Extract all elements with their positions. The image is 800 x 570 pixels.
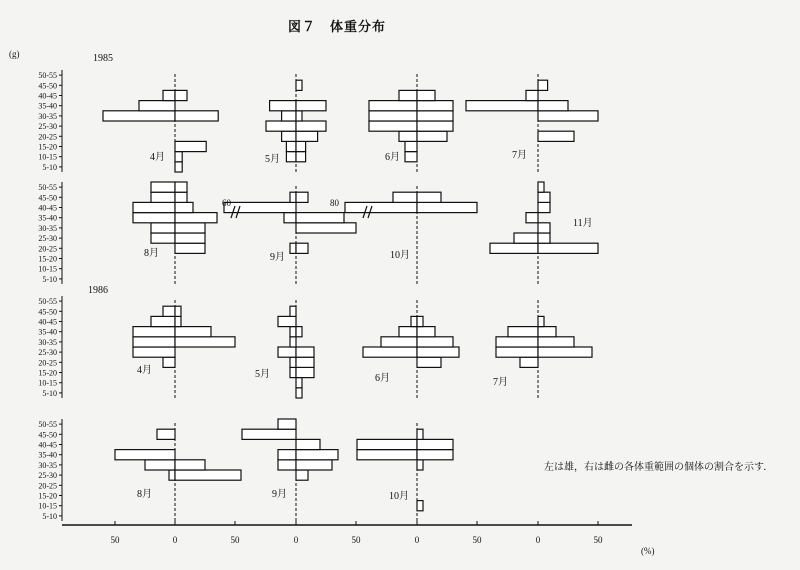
- bar-female: [538, 223, 550, 233]
- bar-male: [290, 367, 296, 377]
- y-tick-label: 35-40: [38, 101, 57, 111]
- bar-male: [133, 347, 175, 357]
- bar-female: [296, 192, 308, 202]
- y-tick-label: 50-55: [38, 297, 57, 307]
- bar-female: [296, 460, 332, 470]
- bar-male: [133, 337, 175, 347]
- bar-female: [296, 367, 314, 377]
- bar-male: [399, 327, 417, 337]
- y-tick-label: 25-30: [38, 122, 57, 132]
- y-axis-unit: (g): [9, 49, 20, 59]
- bar-female: [296, 121, 326, 131]
- month-label: 9月: [270, 252, 285, 263]
- bar-female: [175, 306, 181, 316]
- y-tick-label: 15-20: [38, 491, 57, 501]
- x-tick-label: 50: [351, 535, 361, 545]
- bar-female: [296, 357, 314, 367]
- bar-male: [115, 450, 175, 460]
- bar-male: [290, 306, 296, 316]
- y-tick-label: 5-10: [42, 274, 57, 284]
- bar-female: [538, 337, 574, 347]
- y-tick-label: 30-35: [38, 223, 57, 233]
- y-tick-label: 35-40: [38, 213, 57, 223]
- annotation-60: 60: [222, 198, 231, 208]
- bar-male: [357, 450, 417, 460]
- bar-male: [526, 90, 538, 100]
- y-tick-label: 45-50: [38, 193, 57, 203]
- bar-male: [282, 111, 296, 121]
- bar-female: [175, 243, 205, 253]
- y-tick-label: 30-35: [38, 111, 57, 121]
- bar-male: [399, 90, 417, 100]
- x-tick-label: 0: [172, 535, 178, 545]
- bar-female: [538, 202, 550, 212]
- y-tick-label: 10-15: [38, 264, 57, 274]
- bar-male: [163, 357, 175, 367]
- y-tick-label: 45-50: [38, 81, 57, 91]
- bar-male: [466, 101, 538, 111]
- y-tick-label: 5-10: [42, 511, 57, 521]
- bar-male: [284, 213, 296, 223]
- bar-male: [405, 152, 417, 162]
- month-label: 7月: [512, 150, 527, 161]
- y-tick-label: 40-45: [38, 440, 57, 450]
- bar-female: [296, 80, 302, 90]
- bar-female: [538, 80, 548, 90]
- bar-male: [103, 111, 175, 121]
- bar-female: [296, 450, 338, 460]
- month-label: 6月: [385, 152, 400, 163]
- y-tick-label: 15-20: [38, 254, 57, 264]
- bar-male: [405, 141, 417, 151]
- y-tick-label: 20-25: [38, 481, 57, 491]
- bar-female: [175, 202, 193, 212]
- month-label: 6月: [375, 373, 390, 384]
- x-tick-label: 0: [293, 535, 299, 545]
- bar-male: [278, 347, 296, 357]
- bar-female: [175, 152, 182, 162]
- month-label: 8月: [137, 489, 152, 500]
- bar-female: [296, 131, 318, 141]
- bar-female: [175, 141, 206, 151]
- bar-male: [163, 90, 175, 100]
- x-tick-label: 50: [593, 535, 603, 545]
- bar-female: [417, 327, 435, 337]
- bar-male: [133, 327, 175, 337]
- bar-male: [133, 202, 175, 212]
- bar-male: [278, 316, 296, 326]
- y-tick-label: 20-25: [38, 358, 57, 368]
- x-tick-label: 0: [414, 535, 420, 545]
- bar-female: [538, 192, 550, 202]
- bar-female: [175, 213, 217, 223]
- bar-female: [417, 357, 441, 367]
- bar-male: [393, 192, 417, 202]
- bar-male: [399, 131, 417, 141]
- y-tick-label: 20-25: [38, 132, 57, 142]
- month-label: 5月: [265, 154, 280, 165]
- bar-female: [175, 182, 187, 192]
- bar-male: [242, 429, 296, 439]
- bar-male: [151, 316, 175, 326]
- y-tick-label: 50-55: [38, 183, 57, 193]
- y-tick-label: 45-50: [38, 307, 57, 317]
- bar-female: [538, 347, 592, 357]
- month-label: 4月: [137, 365, 152, 376]
- year-label-1986: 1986: [88, 285, 108, 296]
- month-label: 5月: [255, 369, 270, 380]
- y-tick-label: 25-30: [38, 471, 57, 481]
- y-tick-label: 10-15: [38, 378, 57, 388]
- y-tick-label: 35-40: [38, 450, 57, 460]
- month-label: 10月: [389, 491, 409, 502]
- bar-female: [296, 327, 302, 337]
- bar-male: [266, 121, 296, 131]
- bar-male: [411, 316, 417, 326]
- bar-male: [508, 327, 538, 337]
- bar-male: [357, 439, 417, 449]
- y-tick-label: 30-35: [38, 460, 57, 470]
- figure-note: 左は雄，右は雌の各体重範囲の個体の割合を示す．: [544, 462, 774, 473]
- month-label: 11月: [573, 218, 593, 229]
- bar-female: [175, 111, 218, 121]
- y-tick-label: 45-50: [38, 430, 57, 440]
- bar-female: [175, 223, 205, 233]
- bar-female: [296, 388, 302, 398]
- bar-female: [296, 470, 308, 480]
- bar-male: [290, 337, 296, 347]
- x-tick-label: 50: [110, 535, 120, 545]
- month-label: 10月: [390, 250, 410, 261]
- bar-female: [417, 439, 453, 449]
- annotation-80: 80: [330, 198, 339, 208]
- y-tick-label: 5-10: [42, 162, 57, 172]
- y-tick-label: 50-55: [38, 420, 57, 430]
- bar-female: [417, 192, 441, 202]
- bar-male: [290, 192, 296, 202]
- bar-female: [417, 131, 447, 141]
- bar-male: [270, 101, 296, 111]
- bar-female: [417, 501, 423, 511]
- bar-male: [381, 337, 417, 347]
- bar-male: [369, 111, 417, 121]
- bar-male: [286, 141, 296, 151]
- bar-male: [151, 233, 175, 243]
- y-tick-label: 5-10: [42, 388, 57, 398]
- bar-female: [175, 233, 205, 243]
- bar-male: [133, 213, 175, 223]
- bar-male: [151, 192, 175, 202]
- bar-female: [175, 337, 235, 347]
- bar-female: [538, 101, 568, 111]
- x-axis-unit: (%): [641, 546, 655, 556]
- bar-female: [417, 429, 423, 439]
- bar-male: [282, 131, 296, 141]
- bar-male: [290, 243, 296, 253]
- bar-female: [417, 111, 453, 121]
- y-tick-label: 25-30: [38, 348, 57, 358]
- bar-male: [526, 213, 538, 223]
- year-label-1985: 1985: [93, 53, 113, 64]
- y-tick-label: 50-55: [38, 71, 57, 81]
- bar-male: [278, 460, 296, 470]
- bar-female: [538, 233, 550, 243]
- figure-title: 図７ 体重分布: [288, 20, 387, 35]
- bar-male: [145, 460, 175, 470]
- month-label: 9月: [272, 489, 287, 500]
- bar-male: [286, 152, 296, 162]
- bar-female: [296, 223, 356, 233]
- bar-male: [151, 223, 175, 233]
- bar-male: [163, 306, 175, 316]
- bar-female: [417, 347, 459, 357]
- bar-male: [290, 327, 296, 337]
- y-tick-label: 25-30: [38, 234, 57, 244]
- bar-female: [175, 316, 181, 326]
- y-tick-label: 40-45: [38, 203, 57, 213]
- bar-male: [157, 429, 175, 439]
- bar-female: [175, 162, 182, 172]
- x-tick-label: 0: [535, 535, 541, 545]
- y-tick-label: 15-20: [38, 142, 57, 152]
- bar-male: [278, 419, 296, 429]
- bar-female: [417, 90, 435, 100]
- bar-female: [417, 316, 423, 326]
- y-tick-label: 40-45: [38, 317, 57, 327]
- bar-female: [417, 101, 453, 111]
- bar-female: [296, 347, 314, 357]
- bar-female: [538, 243, 598, 253]
- bar-male: [369, 121, 417, 131]
- bar-female: [538, 327, 556, 337]
- bar-male: [514, 233, 538, 243]
- y-tick-label: 15-20: [38, 368, 57, 378]
- bar-female: [175, 327, 211, 337]
- month-label: 8月: [144, 248, 159, 259]
- bar-female: [417, 121, 453, 131]
- bar-male: [139, 101, 175, 111]
- bar-female: [538, 182, 544, 192]
- y-tick-label: 35-40: [38, 327, 57, 337]
- y-tick-label: 10-15: [38, 501, 57, 511]
- bar-female: [417, 337, 453, 347]
- bar-male: [363, 347, 417, 357]
- bar-female: [417, 460, 423, 470]
- month-label: 7月: [493, 377, 508, 388]
- bar-male: [369, 101, 417, 111]
- bar-male: [496, 337, 538, 347]
- bar-male: [345, 202, 417, 212]
- bar-female: [175, 460, 205, 470]
- y-tick-label: 30-35: [38, 337, 57, 347]
- bar-female: [296, 213, 344, 223]
- bar-male: [151, 182, 175, 192]
- bar-female: [175, 470, 241, 480]
- bar-female: [538, 316, 544, 326]
- bar-male: [290, 357, 296, 367]
- bar-female: [175, 90, 187, 100]
- bar-female: [417, 450, 453, 460]
- bar-female: [538, 131, 574, 141]
- bar-male: [520, 357, 538, 367]
- bar-female: [296, 378, 302, 388]
- bar-female: [175, 192, 187, 202]
- month-label: 4月: [150, 152, 165, 163]
- bar-female: [296, 243, 308, 253]
- bar-male: [169, 470, 175, 480]
- x-tick-label: 50: [230, 535, 240, 545]
- bar-female: [296, 111, 302, 121]
- bar-female: [296, 152, 306, 162]
- bar-female: [296, 101, 326, 111]
- bar-male: [490, 243, 538, 253]
- bar-female: [296, 439, 320, 449]
- y-tick-label: 40-45: [38, 91, 57, 101]
- y-tick-label: 10-15: [38, 152, 57, 162]
- bar-female: [296, 141, 306, 151]
- bar-female: [417, 202, 477, 212]
- bar-male: [496, 347, 538, 357]
- bar-male: [278, 450, 296, 460]
- x-tick-label: 50: [472, 535, 482, 545]
- bar-female: [538, 111, 598, 121]
- y-tick-label: 20-25: [38, 244, 57, 254]
